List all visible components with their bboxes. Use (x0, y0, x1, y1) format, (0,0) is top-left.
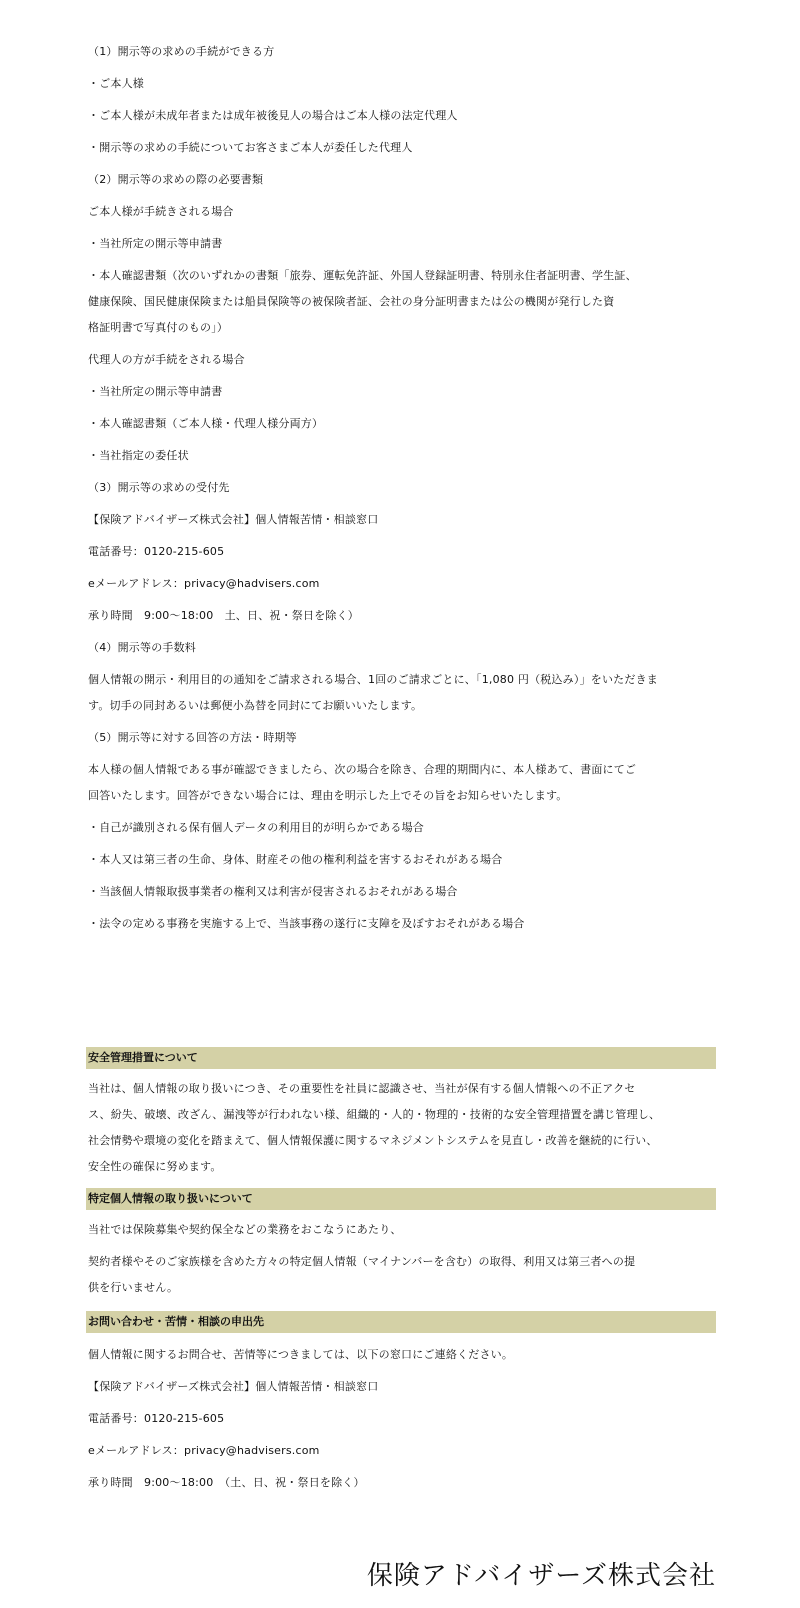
disclosure-s2-heading: （2）開示等の求めの際の必要書類 (88, 173, 264, 186)
disclosure-s2-agent-item: ・本人確認書類（ご本人様・代理人様分両方） (88, 417, 324, 430)
disclosure-s2-self-label: ご本人様が手続きされる場合 (88, 205, 234, 218)
contact-heading: お問い合わせ・苦情・相談の申出先 (86, 1311, 716, 1333)
specific-text: 当社では保険募集や契約保全などの業務をおこなうにあたり、 (88, 1223, 402, 1236)
contact-office: 【保険アドバイザーズ株式会社】個人情報苦情・相談窓口 (88, 1380, 379, 1393)
safety-heading: 安全管理措置について (86, 1047, 716, 1069)
disclosure-s5-item: ・本人又は第三者の生命、身体、財産その他の権利利益を害するおそれがある場合 (88, 853, 503, 866)
disclosure-s5-item: ・法令の定める事務を実施する上で、当該事務の遂行に支障を及ぼすおそれがある場合 (88, 917, 525, 930)
disclosure-s3-heading: （3）開示等の求めの受付先 (88, 481, 230, 494)
safety-text: 当社は、個人情報の取り扱いにつき、その重要性を社員に認識させ、当社が保有する個人情報への不正アクセ (88, 1082, 636, 1095)
disclosure-s4-text: 個人情報の開示・利用目的の通知をご請求される場合、1回のご請求ごとに、「1,080 円（税込み）」をいただきま (88, 673, 658, 686)
disclosure-s2-self-item-cont: 健康保険、国民健康保険または船員保険等の被保険者証、会社の身分証明書または公の機関が発行した資 (88, 295, 615, 308)
disclosure-s3-hours: 承り時間 9:00～18:00 土、日、祝・祭日を除く） (88, 609, 360, 622)
specific-text: 供を行いません。 (88, 1281, 179, 1294)
safety-text: ス、紛失、破壊、改ざん、漏洩等が行われない様、組織的・人的・物理的・技術的な安全管理措置を講じ管理し、 (88, 1108, 661, 1121)
disclosure-s5-item: ・自己が識別される保有個人データの利用目的が明らかである場合 (88, 821, 424, 834)
disclosure-s2-self-item-cont: 格証明書で写真付のもの」） (88, 321, 229, 334)
contact-email: eメールアドレス：privacy@hadvisers.com (88, 1444, 320, 1457)
disclosure-s1-heading: （1）開示等の求めの手続ができる方 (88, 45, 275, 58)
disclosure-s5-item: ・当該個人情報取扱事業者の権利又は利害が侵害されるおそれがある場合 (88, 885, 458, 898)
disclosure-s2-self-item: ・当社所定の開示等申請書 (88, 237, 223, 250)
specific-heading: 特定個人情報の取り扱いについて (86, 1188, 716, 1210)
disclosure-s5-heading: （5）開示等に対する回答の方法・時期等 (88, 731, 297, 744)
contact-phone: 電話番号：0120-215-605 (88, 1412, 225, 1425)
disclosure-s2-agent-label: 代理人の方が手続をされる場合 (88, 353, 245, 366)
safety-text: 安全性の確保に努めます。 (88, 1160, 222, 1173)
disclosure-s5-text: 回答いたします。回答ができない場合には、理由を明示した上でその旨をお知らせいたします。 (88, 789, 568, 802)
disclosure-s3-email: eメールアドレス：privacy@hadvisers.com (88, 577, 320, 590)
disclosure-s2-agent-item: ・当社所定の開示等申請書 (88, 385, 223, 398)
disclosure-s2-self-item: ・本人確認書類（次のいずれかの書類「旅券、運転免許証、外国人登録証明書、特別永住者証明書、学生証、 (88, 269, 637, 282)
disclosure-s2-agent-item: ・当社指定の委任状 (88, 449, 189, 462)
disclosure-s1-item: ・開示等の求めの手続についてお客さまご本人が委任した代理人 (88, 141, 413, 154)
contact-hours: 承り時間 9:00～18:00 （土、日、祝・祭日を除く） (88, 1476, 365, 1489)
specific-text: 契約者様やそのご家族様を含めた方々の特定個人情報（マイナンバーを含む）の取得、利用又は第三者への提 (88, 1255, 636, 1268)
disclosure-s3-office: 【保険アドバイザーズ株式会社】個人情報苦情・相談窓口 (88, 513, 379, 526)
disclosure-s1-item: ・ご本人様 (88, 77, 144, 90)
disclosure-s4-text: す。切手の同封あるいは郵便小為替を同封にてお願いいたします。 (88, 699, 423, 712)
disclosure-s4-heading: （4）開示等の手数料 (88, 641, 196, 654)
company-signature: 保険アドバイザーズ株式会社 (366, 1561, 716, 1591)
disclosure-s5-text: 本人様の個人情報である事が確認できましたら、次の場合を除き、合理的期間内に、本人様あて、書面にてご (88, 763, 637, 776)
disclosure-s1-item: ・ご本人様が未成年者または成年被後見人の場合はご本人様の法定代理人 (88, 109, 458, 122)
contact-intro: 個人情報に関するお問合せ、苦情等につきましては、以下の窓口にご連絡ください。 (88, 1348, 514, 1361)
disclosure-s3-phone: 電話番号：0120-215-605 (88, 545, 225, 558)
safety-text: 社会情勢や環境の変化を踏まえて、個人情報保護に関するマネジメントシステムを見直し・改善を継続的に行い、 (88, 1134, 658, 1147)
